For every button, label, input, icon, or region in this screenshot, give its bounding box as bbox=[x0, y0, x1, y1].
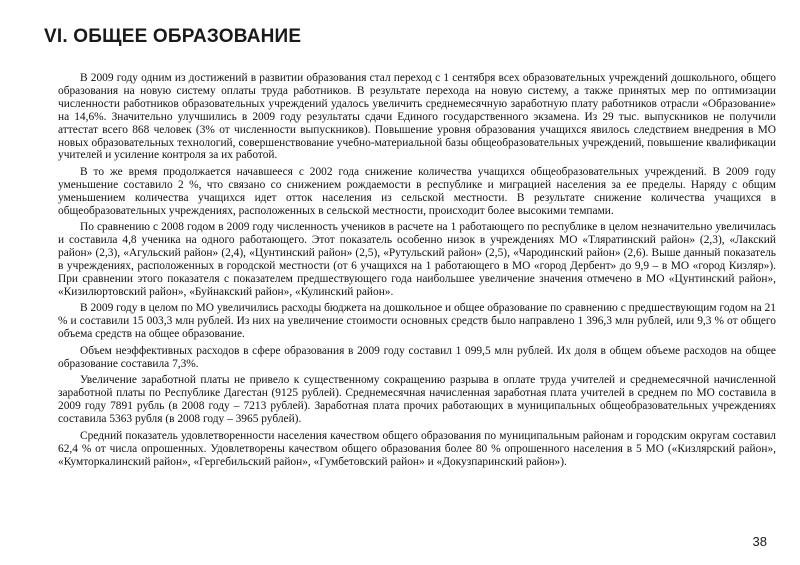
section-title: VI. ОБЩЕЕ ОБРАЗОВАНИЕ bbox=[44, 26, 302, 47]
page-number: 38 bbox=[752, 534, 767, 549]
paragraph: По сравнению с 2008 годом в 2009 году численность учеников в расчете на 1 работающего по республике в целом незначительно увеличилась и составила 4,8 ученика на одного работающего. Этот показатель особенно низок в учреждениях МО «Тляратинский район» (2,3), «Лакский район» (2,3), «Агульский район» (2,4), «Цунтинский район» (2,5), «Рутульский район» (2,5), «Чародинский район» (2,6). Выше данный показатель в учреждениях, расположенных в городской местности (от 6 учащихся на 1 работающего в МО «город Дербент» до 9,9 – в МО «город Кизляр»). При сравнении этого показателя с показателем предшествующего года наибольшее увеличение значения отмечено в МО «Цунтинский район», «Кизилюртовский район», «Буйнакский район», «Кулинский район». bbox=[58, 221, 776, 298]
paragraph: Увеличение заработной платы не привело к существенному сокращению разрыва в оплате труда учителей и среднемесячной начисленной заработной платы по Республике Дагестан (9125 рублей). Среднемесячная начисленная заработная плата учителей в среднем по МО составила в 2009 году 7891 рубль (в 2008 году – 7213 рублей). Заработная плата прочих работающих в муниципальных общеобразовательных учреждениях составила 5363 рубля (в 2008 году – 3965 рублей). bbox=[58, 374, 776, 426]
paragraph: В 2009 году одним из достижений в развитии образования стал переход с 1 сентября всех образовательных учреждений дошкольного, общего образования на новую систему оплаты труда работников. В результате перехода на новую систему, а также принятых мер по оптимизации численности работников образовательных учреждений удалось увеличить среднемесячную заработную плату работников отрасли «Образование» на 14,6%. Значительно улучшились в 2009 году результаты сдачи Единого государственного экзамена. Из 29 тыс. выпускников не получили аттестат всего 868 человек (3% от численности выпускников). Повышение уровня образования учащихся явилось следствием внедрения в МО новых образовательных технологий, совершенствование учебно-материальной базы общеобразовательных учреждений, повышение квалификации учителей и усиление контроля за их работой. bbox=[58, 72, 776, 162]
body-text bbox=[58, 72, 776, 472]
paragraph: В то же время продолжается начавшееся с 2002 года снижение количества учащихся общеобразовательных учреждений. В 2009 году уменьшение составило 2 %, что связано со снижением рождаемости в республике и миграцией населения за ее пределы. Наряду с общим уменьшением количества учащихся идет отток населения из сельской местности. В результате снижение количества учащихся в общеобразовательных учреждениях, расположенных в сельской местности, происходит более высокими темпами. bbox=[58, 166, 776, 217]
paragraph: В 2009 году в целом по МО увеличились расходы бюджета на дошкольное и общее образование по сравнению с предшествующим годом на 21 % и составили 15 003,3 млн рублей. Из них на увеличение стоимости основных средств было направлено 1 396,3 млн рублей, или 9,3 % от общего объема средств на общее образование. bbox=[58, 302, 776, 341]
paragraph: Объем неэффективных расходов в сфере образования в 2009 году составил 1 099,5 млн рублей. Их доля в общем объеме расходов на общее образование составила 7,3%. bbox=[58, 344, 776, 370]
paragraph: Средний показатель удовлетворенности населения качеством общего образования по муниципальным районам и городским округам составил 62,4 % от числа опрошенных. Удовлетворены качеством общего образования более 80 % опрошенного населения в 5 МО («Кизлярский район», «Кумторкалинский район», «Гергебильский район», «Гумбетовский район» и «Докузпаринский район»). bbox=[58, 429, 776, 468]
